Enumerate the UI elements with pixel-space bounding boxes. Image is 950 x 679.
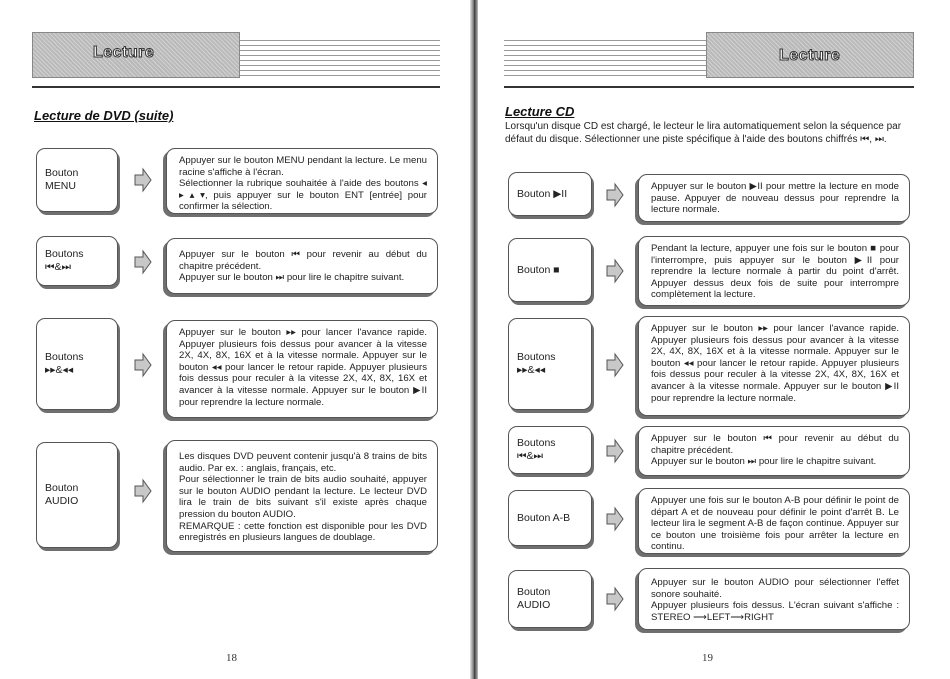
desc-line: Appuyer une fois sur le bouton A-B pour définir le point de départ A et de nouveau pour définir le point d'arrêt B. Le lecteur lira le segment A-B de façon continue. Appuyer sur ce bouton une troisième fois pour arrêter la lecture en continu. [651,495,899,553]
left-header-banner [32,32,240,78]
label-text: Bouton A-B [517,511,571,524]
desc-line: Appuyer plusieurs fois dessus. L'écran suivant s'affiche : STEREO ⟶LEFT⟶RIGHT [651,600,899,623]
desc-box-prev-next [638,426,910,476]
label-text: Bouton AUDIO [517,586,551,611]
label-text: Bouton ■ [517,263,560,276]
desc-box-play-pause [638,174,910,222]
label-box-audio [36,442,118,548]
left-page [0,0,470,679]
label-box-audio [508,570,592,628]
desc-box-ff-rew [638,316,910,416]
label-box-stop [508,238,592,302]
label-box-play-pause [508,172,592,216]
arrow-right-icon [606,506,624,532]
right-page [478,0,950,679]
desc-line: Pour sélectionner le train de bits audio souhaité, appuyer sur le bouton AUDIO pendant la lecture. Le lecteur DVD lira le train de bits suivant s'il existe après chaque pression du bouton AUDIO. [179,474,427,520]
desc-box-ff-rew [166,320,438,418]
desc-line: Appuyer sur le bouton ⏮ pour revenir au début du chapitre précédent. [651,433,899,456]
arrow-right-icon [606,182,624,208]
right-banner-title: Lecture [779,47,841,64]
desc-line: Appuyer sur le bouton ▶II pour mettre la lecture en mode pause. Appuyer de nouveau dessus pour reprendre la lecture normale. [651,181,899,216]
desc-box-stop [638,236,910,306]
left-header-lines [240,36,440,76]
label-box-ff-rew [508,318,592,410]
right-header-lines [504,36,706,76]
label-text: Boutons ⏮&⏭ [45,248,84,273]
left-header-rule [32,86,440,88]
right-section-title: Lecture CD [505,104,575,119]
label-text: Bouton ▶II [517,187,568,200]
right-header-banner [706,32,914,78]
desc-line: Appuyer sur le bouton ▸▸ pour lancer l'avance rapide. Appuyer plusieurs fois dessus pour avancer à la vitesse 2X, 4X, 8X, 16X et à la vitesse normale. Appuyer sur le bouton ◂◂ pour lancer le retour rapide. Appuyer plusieurs fois dessus pour reculer à la vitesse 2X, 4X, 8X, 16X et avancer à la vitesse normale. Appuyer sur le bouton ▶II pour reprendre la lecture normale. [651,323,899,404]
desc-box-a-b [638,488,910,554]
desc-line: Les disques DVD peuvent contenir jusqu'à 8 trains de bits audio. Par ex. : anglais, français, etc. [179,451,427,474]
right-header-rule [504,86,914,88]
arrow-right-icon [134,249,152,275]
label-text: Boutons ⏮&⏭ [517,437,556,462]
label-box-prev-next [508,426,592,474]
desc-line: Appuyer sur le bouton ⏭ pour lire le chapitre suivant. [651,456,877,468]
book-spine [470,0,478,679]
arrow-right-icon [134,352,152,378]
arrow-right-icon [134,167,152,193]
desc-line: REMARQUE : cette fonction est disponible pour les DVD enregistrés en plusieurs langues de doublage. [179,520,427,544]
desc-line: Appuyer sur le bouton AUDIO pour sélectionner l'effet sonore souhaité. [651,577,899,600]
desc-box-audio [638,568,910,630]
label-box-ff-rew [36,318,118,410]
label-box-a-b [508,490,592,546]
desc-box-prev-next [166,238,438,294]
right-intro-text: Lorsqu'un disque CD est chargé, le lecteur le lira automatiquement selon la séquence par défaut du disque. Sélectionner une piste spécifique à l'aide des boutons chiffrés ⏮, ⏭. [505,121,902,145]
arrow-right-icon [134,478,152,504]
label-text: Bouton MENU [45,167,79,192]
desc-line: Appuyer sur le bouton ⏭ pour lire le chapitre suivant. [179,272,405,284]
arrow-right-icon [606,352,624,378]
label-text: Boutons ▸▸&◂◂ [45,351,84,376]
desc-line: Appuyer sur le bouton ⏮ pour revenir au début du chapitre précédent. [179,249,427,272]
desc-line: Appuyer sur le bouton ▸▸ pour lancer l'avance rapide. Appuyer plusieurs fois dessus pour avancer à la vitesse 2X, 4X, 8X, 16X et à la vitesse normale. Appuyer sur le bouton ◂◂ pour lancer le retour rapide. Appuyer plusieurs fois dessus pour reculer à la vitesse 2X, 4X, 8X, 16X et avancer à la vitesse normale. Appuyer sur le bouton ▶II pour reprendre la lecture normale. [179,327,427,408]
left-section-title: Lecture de DVD (suite) [34,108,174,123]
desc-box-menu [166,148,438,214]
page-number: 18 [226,652,237,664]
label-text: Boutons ▸▸&◂◂ [517,351,556,376]
page-number: 19 [702,652,713,664]
desc-line: Appuyer sur le bouton MENU pendant la lecture. Le menu racine s'affiche à l'écran. [179,155,427,178]
left-banner-title: Lecture [93,44,155,61]
arrow-right-icon [606,586,624,612]
arrow-right-icon [606,258,624,284]
label-text: Bouton AUDIO [45,482,79,507]
desc-line: Sélectionner la rubrique souhaitée à l'aide des boutons ◂ ▸ ▴ ▾, puis appuyer sur le bouton ENT [entrée] pour confirmer la sélection. [179,178,427,213]
label-box-prev-next [36,236,118,286]
label-box-menu [36,148,118,212]
desc-line: Pendant la lecture, appuyer une fois sur le bouton ■ pour l'interrompre, puis appuyer sur le bouton ▶II pour reprendre la lecture normale à partir du point d'arrêt. Appuyer dessus deux fois de suite pour interrompre complètement la lecture. [651,243,899,301]
desc-box-audio [166,440,438,552]
arrow-right-icon [606,438,624,464]
